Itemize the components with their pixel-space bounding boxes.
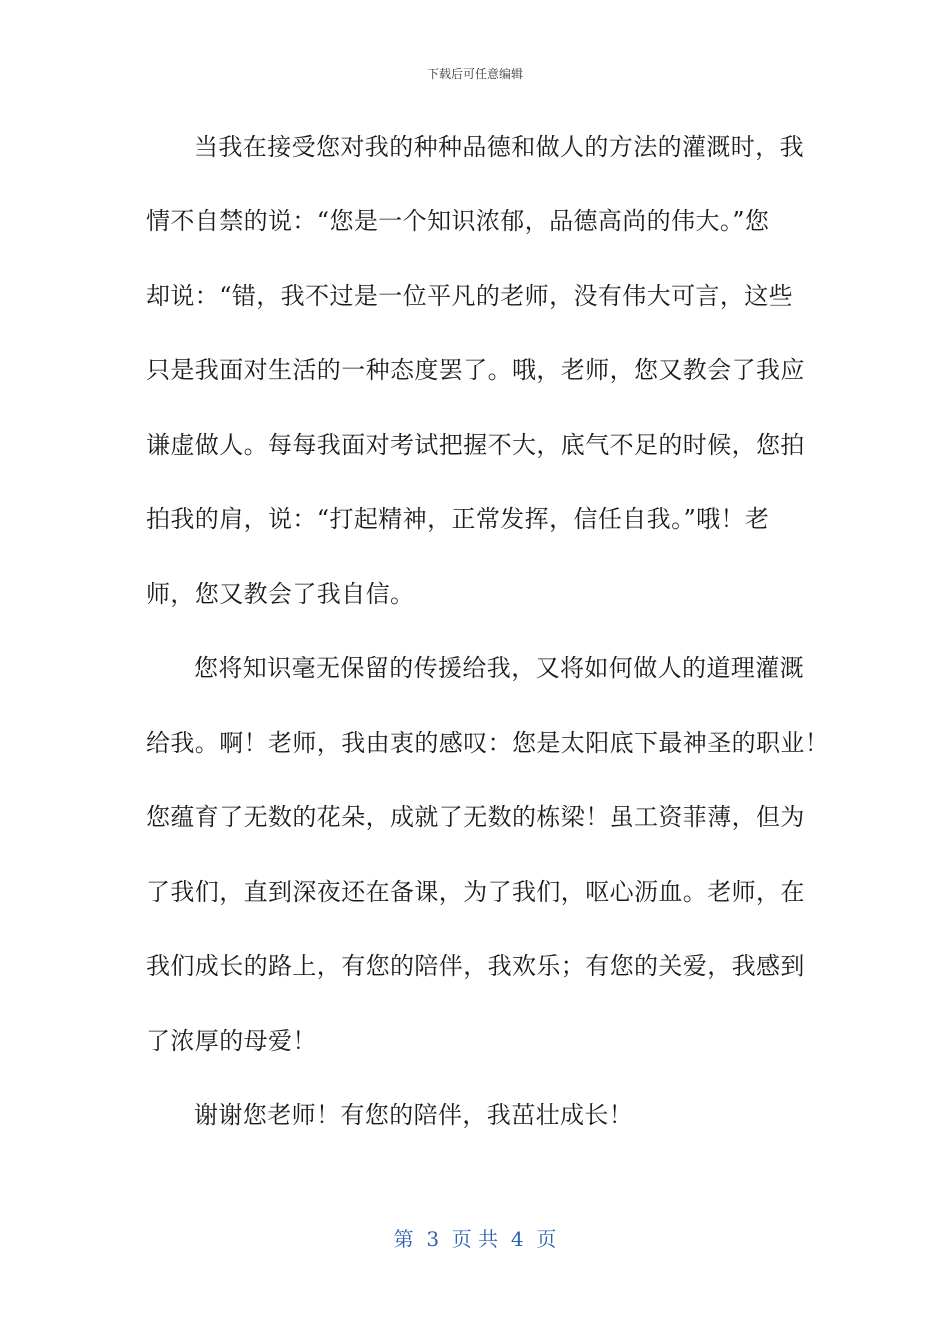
paragraph-line: 我们成长的路上，有您的陪伴，我欢乐；有您的关爱，我感到 (146, 952, 805, 980)
paragraph-line: 谢谢您老师！有您的陪伴，我茁壮成长！ (194, 1101, 634, 1129)
page-number-footer: 第 3 页 共 4 页 (393, 1227, 557, 1251)
paragraph-line: 师，您又教会了我自信。 (146, 580, 415, 608)
paragraph-line: 当我在接受您对我的种种品德和做人的方法的灌溉时，我 (194, 133, 804, 161)
paragraph-line: 了浓厚的母爱！ (146, 1027, 317, 1055)
paragraph-line: 谦虚做人。每每我面对考试把握不大，底气不足的时候，您拍 (146, 431, 805, 459)
paragraph-line: 您蕴育了无数的花朵，成就了无数的栋梁！虽工资菲薄，但为 (146, 803, 805, 831)
paragraph-line: 却说：“错，我不过是一位平凡的老师，没有伟大可言，这些 (146, 282, 794, 310)
paragraph-line: 给我。啊！老师，我由衷的感叹：您是太阳底下最神圣的职业！ (146, 729, 830, 757)
paragraph-line: 您将知识毫无保留的传援给我，又将如何做人的道理灌溉 (194, 654, 804, 682)
paragraph-line: 情不自禁的说：“您是一个知识浓郁，品德高尚的伟大。”您 (146, 207, 770, 235)
paragraph-line: 拍我的肩，说：“打起精神，正常发挥，信任自我。”哦！老 (146, 505, 770, 533)
paragraph-line: 了我们，直到深夜还在备课，为了我们，呕心沥血。老师，在 (146, 878, 805, 906)
page-header: 下载后可任意编辑 (426, 67, 523, 81)
paragraph-line: 只是我面对生活的一种态度罢了。哦，老师，您又教会了我应 (146, 356, 805, 384)
